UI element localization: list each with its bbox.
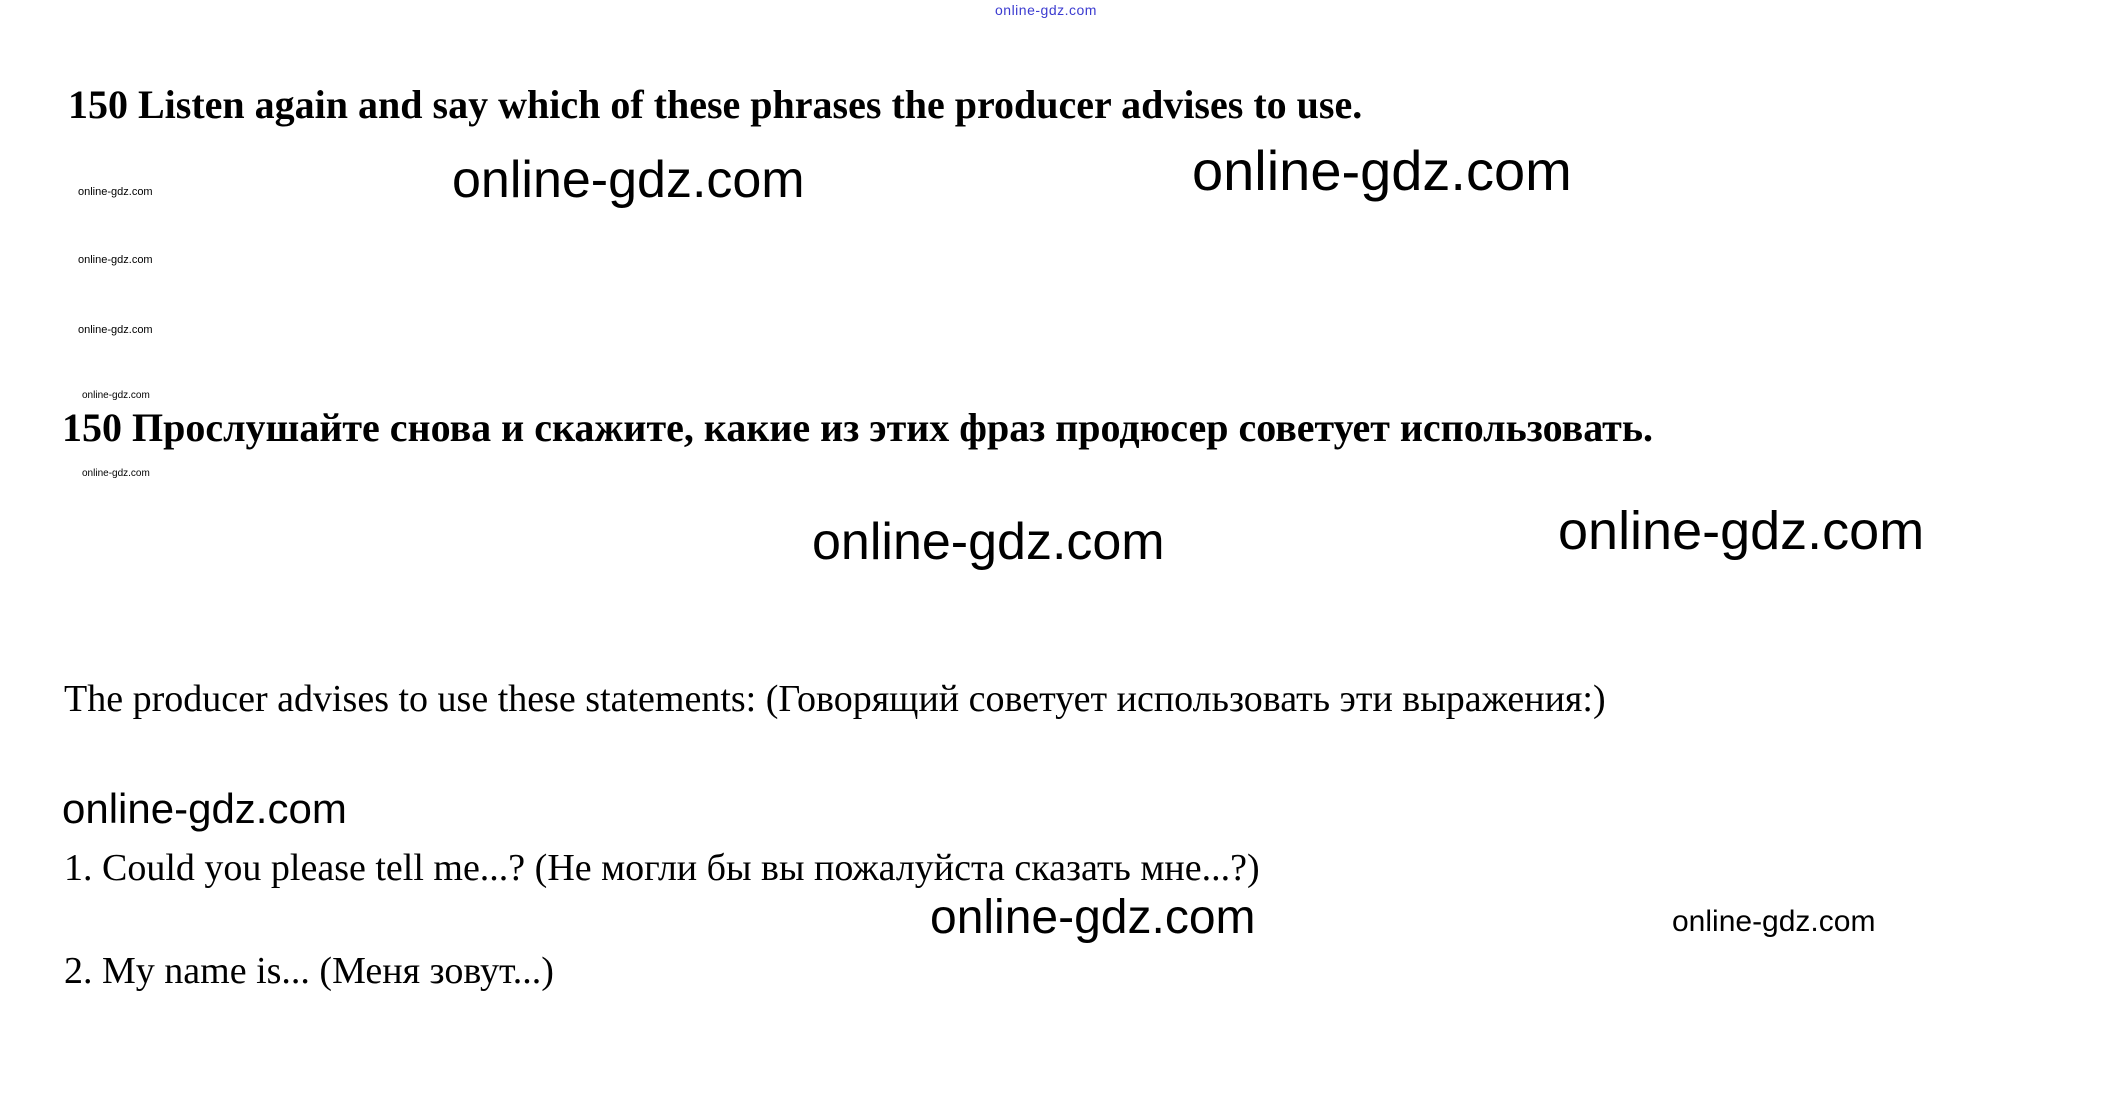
watermark-tiny-4: online-gdz.com [82,390,150,401]
answer-item-1: 1. Could you please tell me...? (Не могли бы вы пожалуйста сказать мне...?) [64,847,1260,889]
watermark-tiny-1: online-gdz.com [78,186,153,198]
watermark-tiny-2: online-gdz.com [78,254,153,266]
exercise-heading-english: 150 Listen again and say which of these phrases the producer advises to use. [68,82,1363,127]
watermark-7: online-gdz.com [1672,905,1876,938]
exercise-heading-russian: 150 Прослушайте снова и скажите, какие из этих фраз продюсер советует использовать. [62,405,1653,450]
watermark-1: online-gdz.com [452,151,805,209]
watermark-5: online-gdz.com [62,785,347,832]
watermark-top-blue: online-gdz.com [995,2,1097,18]
watermark-tiny-5: online-gdz.com [82,468,150,479]
answer-item-2: 2. My name is... (Меня зовут...) [64,950,554,992]
watermark-2: online-gdz.com [1192,139,1572,202]
watermark-6: online-gdz.com [930,891,1256,944]
watermark-4: online-gdz.com [1558,501,1925,561]
watermark-tiny-3: online-gdz.com [78,324,153,336]
watermark-3: online-gdz.com [812,513,1165,571]
answer-intro-text: The producer advises to use these statements: (Говорящий советует использовать эти выражения:) [64,678,1606,720]
